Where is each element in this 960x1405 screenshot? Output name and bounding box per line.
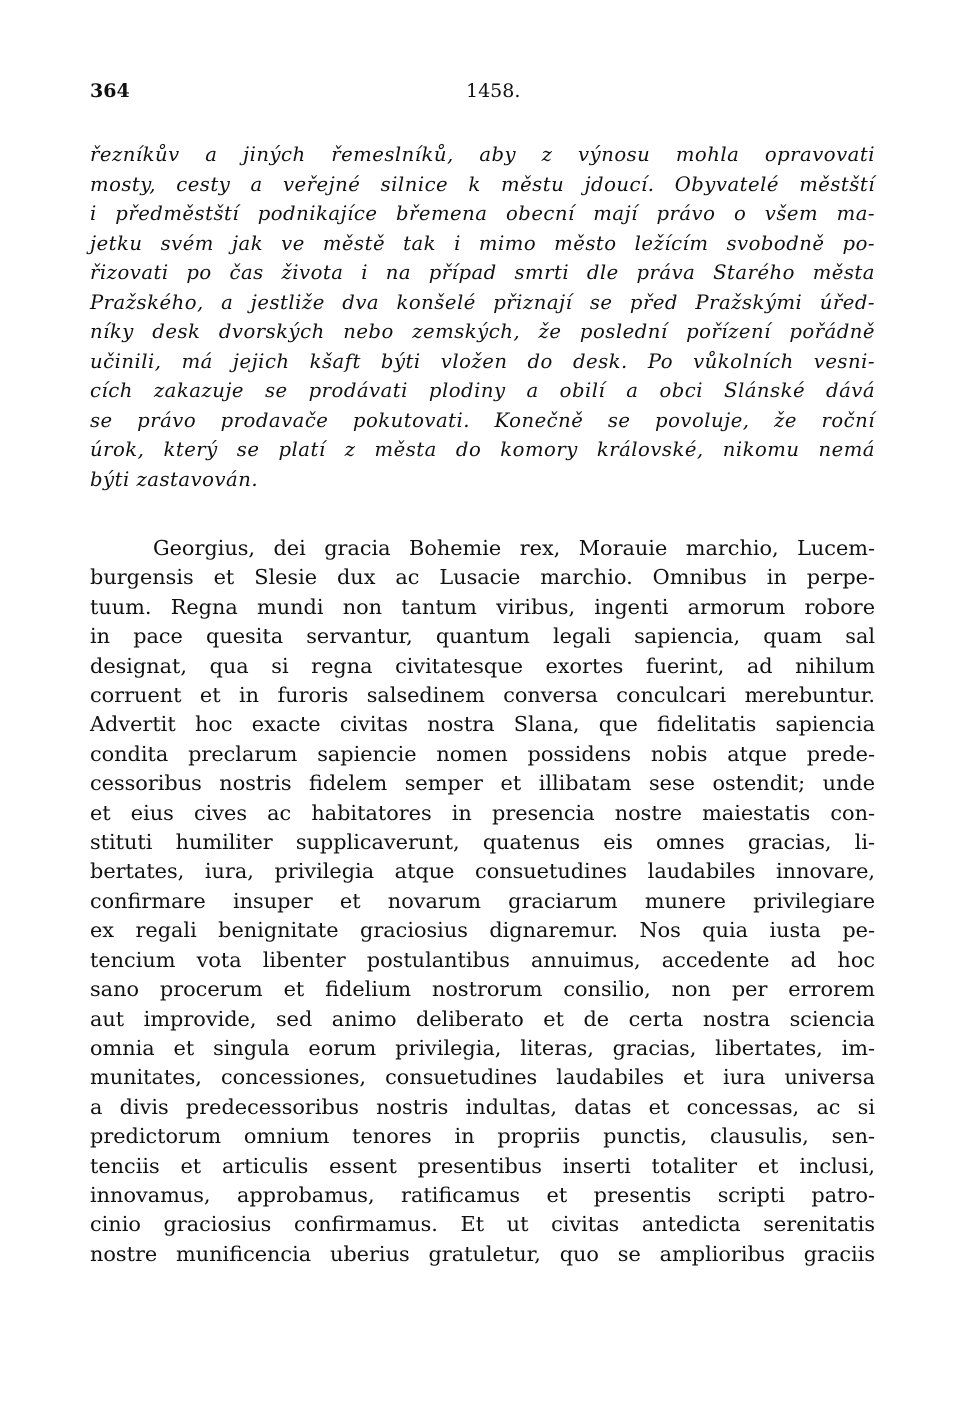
page-content: [90, 80, 875, 1269]
summary-line: řizovati po čas života i na případ smrti dle práva Starého města: [90, 261, 875, 284]
summary-line: řezníkův a jiných řemeslníků, aby z výnosu mohla opravovati: [90, 143, 875, 166]
charter-line: designat, qua si regna civitatesque exortes fuerint, ad nihilum: [90, 653, 875, 678]
charter-line: predictorum omnium tenores in propriis punctis, clausulis, sen-: [90, 1124, 875, 1149]
charter-line: stituti humiliter supplicaverunt, quatenus eis omnes gracias, li-: [90, 830, 875, 855]
summary-line: i předměstští podnikajíce břemena obecní mají právo o všem ma-: [90, 202, 875, 225]
summary-line: se právo prodavače pokutovati. Konečně se povoluje, že roční: [90, 408, 875, 432]
charter-line: tenciis et articulis essent presentibus inserti totaliter et inclusi,: [90, 1153, 875, 1178]
summary-line: Pražského, a jestliže dva konšelé přiznají se před Pražskými úřed-: [90, 290, 875, 314]
charter-line: ex regali benignitate graciosius dignaremur. Nos quia iusta pe-: [90, 918, 875, 943]
charter-line: corruent et in furoris salsedinem conversa conculcari merebuntur.: [90, 683, 875, 708]
summary-line: býti zastavován.: [90, 467, 259, 491]
charter-line: omnia et singula eorum privilegia, literas, gracias, libertates, im-: [90, 1035, 875, 1060]
latin-charter-text: [90, 534, 875, 1269]
charter-line: Georgius, dei gracia Bohemie rex, Morauie marchio, Lucem-: [153, 536, 875, 560]
charter-line: innovamus, approbamus, ratificamus et presentis scripti patro-: [90, 1182, 875, 1207]
charter-line: a divis predecessoribus nostris indultas, datas et concessas, ac si: [90, 1094, 875, 1119]
summary-line: mosty, cesty a veřejné silnice k městu jdoucí. Obyvatelé městští: [90, 172, 875, 196]
charter-line: aut improvide, sed animo deliberato et de certa nostra sciencia: [90, 1006, 875, 1031]
charter-line: in pace quesita servantur, quantum legali sapiencia, quam sal: [90, 624, 875, 649]
charter-line: nostre munificencia uberius gratuletur, quo se amplioribus graciis: [90, 1241, 875, 1266]
page-year: 1458.: [466, 80, 521, 102]
charter-line: confirmare insuper et novarum graciarum munere privilegiare: [90, 888, 875, 913]
summary-line: jetku svém jak ve městě tak i mimo město ležícím svobodně po-: [90, 231, 875, 255]
czech-summary: [90, 140, 875, 494]
charter-line: cessoribus nostris fidelem semper et illibatam sese ostendit; unde: [90, 771, 875, 796]
charter-line: condita preclarum sapiencie nomen possidens nobis atque prede-: [90, 741, 875, 766]
charter-line: sano procerum et fidelium nostrorum consilio, non per errorem: [90, 977, 875, 1002]
summary-line: cích zakazuje se prodávati plodiny a obilí a obci Slánské dává: [90, 379, 875, 402]
charter-line: cinio graciosius confirmamus. Et ut civitas antedicta serenitatis: [90, 1212, 875, 1237]
charter-line: tencium vota libenter postulantibus annuimus, accedente ad hoc: [90, 947, 875, 972]
charter-line: tuum. Regna mundi non tantum viribus, ingenti armorum robore: [90, 594, 875, 619]
charter-line: munitates, concessiones, consuetudines laudabiles et iura universa: [90, 1065, 875, 1090]
running-header: [90, 80, 875, 114]
summary-line: úrok, který se platí z města do komory královské, nikomu nemá: [90, 438, 875, 461]
summary-line: níky desk dvorských nebo zemských, že poslední pořízení pořádně: [90, 320, 875, 343]
charter-line: bertates, iura, privilegia atque consuetudines laudabiles innovare,: [90, 859, 875, 884]
summary-line: učinili, má jejich kšaft býti vložen do desk. Po vůkolních vesni-: [90, 349, 875, 373]
charter-line: et eius cives ac habitatores in presencia nostre maiestatis con-: [90, 800, 875, 825]
charter-line: burgensis et Slesie dux ac Lusacie marchio. Omnibus in perpe-: [90, 565, 875, 590]
charter-line: Advertit hoc exacte civitas nostra Slana, que fidelitatis sapiencia: [90, 712, 875, 737]
page-number: 364: [90, 80, 130, 102]
